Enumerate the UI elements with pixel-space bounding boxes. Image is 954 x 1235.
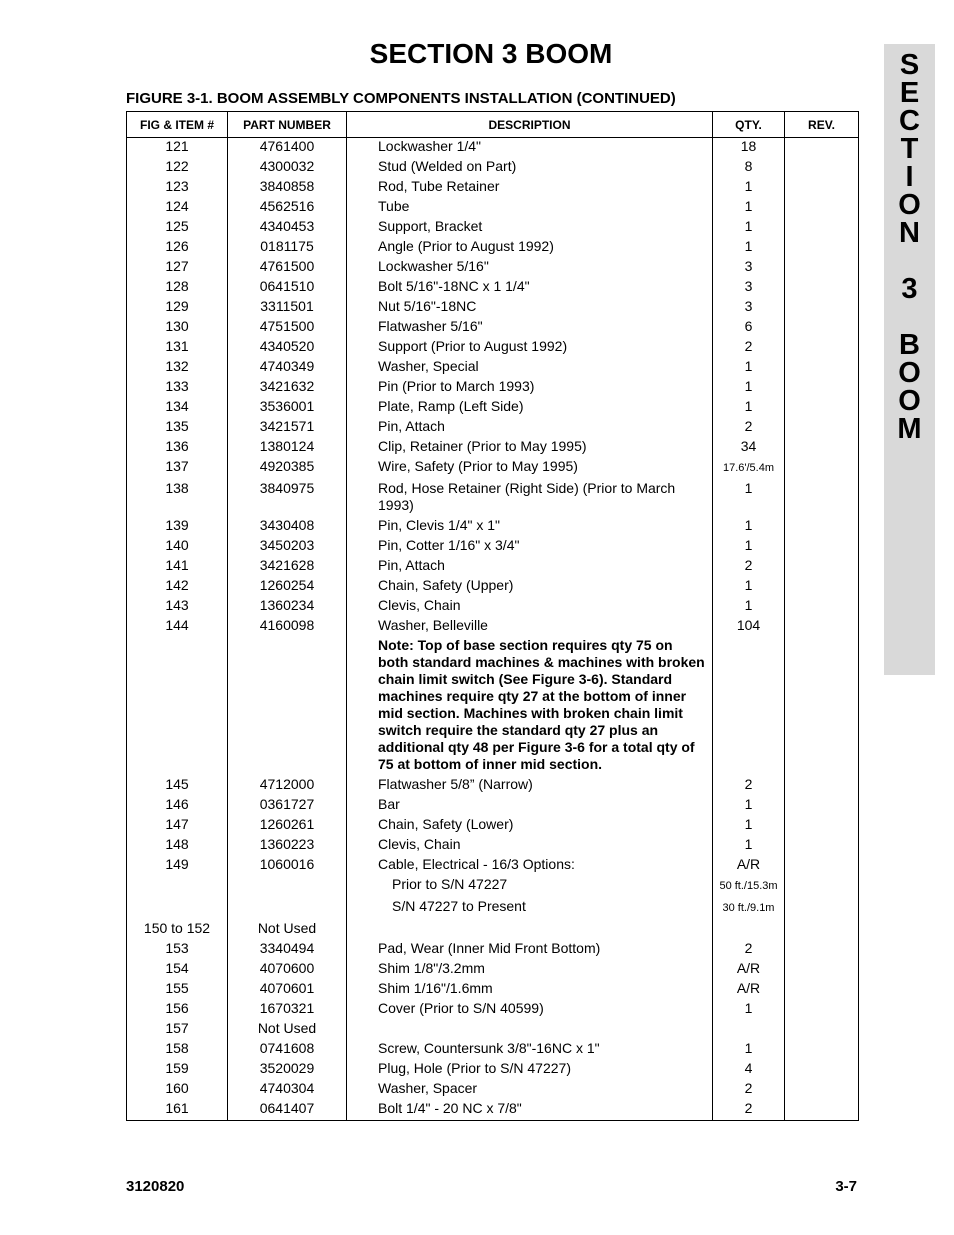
table-row xyxy=(127,775,859,795)
side-tab-letter: N xyxy=(899,217,920,249)
table-row xyxy=(127,959,859,979)
note-text: Note: Top of base section requires qty 75 on both standard machines & machines with broken chain limit switch (See Figure 3-6). Standard machines require qty 27 at the bottom of inner mid section. Machines with broken chain limit switch require the standard qty 27 plus an additional qty 48 per Figure 3-6 for a total qty of 75 at bottom of inner mid section. xyxy=(378,637,705,772)
cell-quantity: 2 xyxy=(744,1080,753,1096)
cell-item-number: 133 xyxy=(127,377,228,397)
cell-description: Pin, Clevis 1/4" x 1" xyxy=(378,517,500,533)
cell-revision xyxy=(785,457,859,479)
cell-part-number: 3840858 xyxy=(228,177,347,197)
page-title: SECTION 3 BOOM xyxy=(369,38,613,69)
cell-part-number: 3536001 xyxy=(228,397,347,417)
cell-revision xyxy=(785,516,859,536)
cell-part-number: 4340520 xyxy=(228,337,347,357)
cell-item-number: 131 xyxy=(127,337,228,357)
cell-revision xyxy=(785,636,859,775)
cell-quantity: 2 xyxy=(744,940,753,956)
cell-description: Bolt 1/4" - 20 NC x 7/8" xyxy=(378,1100,522,1116)
cell-revision xyxy=(785,357,859,377)
cell-quantity: 1 xyxy=(744,577,753,593)
table-row xyxy=(127,1059,859,1079)
cell-description: Chain, Safety (Upper) xyxy=(378,577,514,593)
side-tab-letter: C xyxy=(899,105,920,137)
parts-table xyxy=(126,111,859,1121)
cell-item-number: 154 xyxy=(127,959,228,979)
side-tab-letter: T xyxy=(900,133,919,165)
table-row xyxy=(127,1079,859,1099)
cell-item-number: 141 xyxy=(127,556,228,576)
cell-item-number: 143 xyxy=(127,596,228,616)
cell-item-number: 157 xyxy=(127,1019,228,1039)
table-row xyxy=(127,417,859,437)
cell-quantity: 17.6'/5.4m xyxy=(722,462,775,474)
side-tab-letter: O xyxy=(898,357,921,389)
cell-revision xyxy=(785,919,859,939)
cell-part-number: 3450203 xyxy=(228,536,347,556)
cell-revision xyxy=(785,897,859,919)
table-row xyxy=(127,277,859,297)
cell-revision xyxy=(785,157,859,177)
cell-revision xyxy=(785,479,859,516)
cell-description: Clevis, Chain xyxy=(378,836,461,852)
cell-description: Flatwasher 5/16" xyxy=(378,318,483,334)
cell-description: Angle (Prior to August 1992) xyxy=(378,238,554,254)
cell-item-number: 124 xyxy=(127,197,228,217)
cell-item-number: 127 xyxy=(127,257,228,277)
cell-item-number: 145 xyxy=(127,775,228,795)
cell-description: Support, Bracket xyxy=(378,218,483,234)
cell-quantity: 1 xyxy=(744,796,753,812)
table-row xyxy=(127,999,859,1019)
cell-quantity: 3 xyxy=(744,298,753,314)
cell-item-number: 135 xyxy=(127,417,228,437)
cell-description: Pin, Cotter 1/16" x 3/4" xyxy=(378,537,520,553)
cell-part-number: 4070600 xyxy=(228,959,347,979)
cell-revision xyxy=(785,616,859,636)
cell-revision xyxy=(785,855,859,875)
cell-part-number: 4712000 xyxy=(228,775,347,795)
table-row xyxy=(127,616,859,636)
side-tab-letter: M xyxy=(897,413,922,445)
cell-item-number: 125 xyxy=(127,217,228,237)
column-header-item: FIG & ITEM # xyxy=(127,112,228,138)
cell-revision xyxy=(785,536,859,556)
cell-part-number xyxy=(228,636,347,775)
cell-part-number: 3311501 xyxy=(228,297,347,317)
cell-part-number: 4740349 xyxy=(228,357,347,377)
cell-item-number: 137 xyxy=(127,457,228,479)
side-tab-letter: B xyxy=(899,329,920,361)
cell-revision xyxy=(785,297,859,317)
table-row xyxy=(127,576,859,596)
table-row xyxy=(127,795,859,815)
cell-quantity: 1 xyxy=(744,178,753,194)
cell-quantity: A/R xyxy=(736,856,761,872)
section-side-tab xyxy=(884,44,935,675)
table-row xyxy=(127,237,859,257)
table-row xyxy=(127,516,859,536)
cell-part-number: 4340453 xyxy=(228,217,347,237)
cell-part-number: 4761500 xyxy=(228,257,347,277)
cell-part-number: 0181175 xyxy=(228,237,347,257)
cell-revision xyxy=(785,257,859,277)
cell-quantity: 1 xyxy=(744,238,753,254)
cell-part-number: 1060016 xyxy=(228,855,347,875)
cell-revision xyxy=(785,437,859,457)
table-row xyxy=(127,138,859,157)
cell-description: S/N 47227 to Present xyxy=(392,898,526,914)
cell-description: Tube xyxy=(378,198,410,214)
cell-revision xyxy=(785,999,859,1019)
cell-part-number: 4160098 xyxy=(228,616,347,636)
table-row xyxy=(127,157,859,177)
cell-quantity: A/R xyxy=(736,980,761,996)
table-row xyxy=(127,979,859,999)
cell-item-number: 155 xyxy=(127,979,228,999)
table-row xyxy=(127,437,859,457)
cell-part-number: 3421571 xyxy=(228,417,347,437)
cell-part-number: 0641407 xyxy=(228,1099,347,1121)
cell-quantity: 1 xyxy=(744,816,753,832)
table-row xyxy=(127,457,859,479)
cell-part-number: 3520029 xyxy=(228,1059,347,1079)
cell-description: Washer, Spacer xyxy=(378,1080,478,1096)
cell-description: Screw, Countersunk 3/8"-16NC x 1" xyxy=(378,1040,600,1056)
table-row xyxy=(127,217,859,237)
cell-description: Pad, Wear (Inner Mid Front Bottom) xyxy=(378,940,601,956)
cell-quantity: 2 xyxy=(744,418,753,434)
cell-quantity: 1 xyxy=(744,836,753,852)
cell-part-number: 0361727 xyxy=(228,795,347,815)
cell-quantity: 3 xyxy=(744,278,753,294)
table-row xyxy=(127,257,859,277)
cell-revision xyxy=(785,939,859,959)
cell-item-number: 130 xyxy=(127,317,228,337)
table-row xyxy=(127,317,859,337)
cell-item-number: 161 xyxy=(127,1099,228,1121)
table-row xyxy=(127,939,859,959)
table-row xyxy=(127,177,859,197)
cell-part-number: 4070601 xyxy=(228,979,347,999)
cell-item-number xyxy=(127,875,228,897)
cell-description: Rod, Tube Retainer xyxy=(378,178,500,194)
cell-quantity: 1 xyxy=(744,198,753,214)
cell-quantity: 34 xyxy=(740,438,757,454)
cell-item-number: 159 xyxy=(127,1059,228,1079)
cell-item-number: 147 xyxy=(127,815,228,835)
cell-revision xyxy=(785,138,859,157)
cell-quantity: 1 xyxy=(744,398,753,414)
cell-revision xyxy=(785,875,859,897)
cell-quantity: 1 xyxy=(744,517,753,533)
table-row xyxy=(127,556,859,576)
cell-part-number: 1360223 xyxy=(228,835,347,855)
cell-description: Shim 1/16"/1.6mm xyxy=(378,980,493,996)
cell-quantity: 2 xyxy=(744,557,753,573)
cell-quantity: 18 xyxy=(740,138,757,154)
cell-revision xyxy=(785,835,859,855)
cell-description: Rod, Hose Retainer (Right Side) (Prior to March 1993) xyxy=(378,480,676,513)
cell-item-number: 142 xyxy=(127,576,228,596)
cell-revision xyxy=(785,277,859,297)
cell-part-number: 3430408 xyxy=(228,516,347,536)
cell-part-number: 4920385 xyxy=(228,457,347,479)
cell-revision xyxy=(785,217,859,237)
cell-description: Nut 5/16"-18NC xyxy=(378,298,477,314)
figure-title: FIGURE 3-1. BOOM ASSEMBLY COMPONENTS INSTALLATION (CONTINUED) xyxy=(126,90,676,107)
cell-description: Washer, Special xyxy=(378,358,479,374)
cell-part-number: 4562516 xyxy=(228,197,347,217)
cell-revision xyxy=(785,317,859,337)
cell-description: Clip, Retainer (Prior to May 1995) xyxy=(378,438,587,454)
cell-part-number: 1260261 xyxy=(228,815,347,835)
cell-description: Stud (Welded on Part) xyxy=(378,158,517,174)
table-row xyxy=(127,337,859,357)
cell-description: Pin, Attach xyxy=(378,418,445,434)
side-tab-letter: O xyxy=(898,385,921,417)
cell-quantity: 104 xyxy=(736,617,761,633)
table-row xyxy=(127,1019,859,1039)
cell-item-number: 136 xyxy=(127,437,228,457)
table-row xyxy=(127,397,859,417)
cell-quantity: 1 xyxy=(744,480,753,496)
cell-revision xyxy=(785,337,859,357)
cell-revision xyxy=(785,197,859,217)
table-row xyxy=(127,536,859,556)
table-row xyxy=(127,297,859,317)
cell-revision xyxy=(785,417,859,437)
cell-revision xyxy=(785,1059,859,1079)
cell-item-number: 121 xyxy=(127,138,228,157)
cell-item-number: 139 xyxy=(127,516,228,536)
side-tab-letter: O xyxy=(898,189,921,221)
cell-part-number: 3340494 xyxy=(228,939,347,959)
cell-item-number xyxy=(127,897,228,919)
column-header-rev: REV. xyxy=(785,112,859,138)
cell-revision xyxy=(785,377,859,397)
cell-revision xyxy=(785,795,859,815)
cell-description: Washer, Belleville xyxy=(378,617,488,633)
table-header-row xyxy=(127,112,859,138)
side-tab-letter: 3 xyxy=(901,273,918,305)
cell-description: Pin, Attach xyxy=(378,557,445,573)
table-row xyxy=(127,596,859,616)
cell-revision xyxy=(785,1019,859,1039)
cell-revision xyxy=(785,596,859,616)
cell-description: Bar xyxy=(378,796,400,812)
cell-item-number: 122 xyxy=(127,157,228,177)
table-row xyxy=(127,855,859,875)
cell-item-number: 140 xyxy=(127,536,228,556)
document-number: 3120820 xyxy=(126,1178,185,1195)
cell-part-number: 1360234 xyxy=(228,596,347,616)
cell-quantity: 1 xyxy=(744,537,753,553)
cell-part-number: 3421628 xyxy=(228,556,347,576)
cell-item-number: 158 xyxy=(127,1039,228,1059)
cell-part-number: 4751500 xyxy=(228,317,347,337)
column-header-description: DESCRIPTION xyxy=(347,112,713,138)
cell-quantity: 3 xyxy=(744,258,753,274)
cell-quantity: 2 xyxy=(744,1100,753,1116)
cell-quantity: 2 xyxy=(744,338,753,354)
table-row xyxy=(127,897,859,919)
cell-part-number: 0641510 xyxy=(228,277,347,297)
cell-item-number: 126 xyxy=(127,237,228,257)
cell-item-number: 129 xyxy=(127,297,228,317)
cell-item-number: 132 xyxy=(127,357,228,377)
cell-revision xyxy=(785,177,859,197)
cell-quantity: 1 xyxy=(744,378,753,394)
cell-description: Plug, Hole (Prior to S/N 47227) xyxy=(378,1060,571,1076)
cell-description: Flatwasher 5/8” (Narrow) xyxy=(378,776,533,792)
cell-part-number: 3421632 xyxy=(228,377,347,397)
cell-item-number: 148 xyxy=(127,835,228,855)
cell-description: Pin (Prior to March 1993) xyxy=(378,378,535,394)
cell-quantity: 1 xyxy=(744,358,753,374)
table-row xyxy=(127,835,859,855)
cell-item-number: 138 xyxy=(127,479,228,516)
cell-part-number: Not Used xyxy=(228,1019,347,1039)
cell-part-number: Not Used xyxy=(228,919,347,939)
cell-revision xyxy=(785,979,859,999)
cell-revision xyxy=(785,397,859,417)
cell-description: Support (Prior to August 1992) xyxy=(378,338,568,354)
cell-quantity: 1 xyxy=(744,1000,753,1016)
cell-description: Lockwasher 1/4" xyxy=(378,138,482,154)
cell-description: Chain, Safety (Lower) xyxy=(378,816,514,832)
cell-item-number: 128 xyxy=(127,277,228,297)
cell-item-number: 156 xyxy=(127,999,228,1019)
cell-quantity: 50 ft./15.3m xyxy=(719,880,778,892)
cell-description: Clevis, Chain xyxy=(378,597,461,613)
table-row xyxy=(127,357,859,377)
cell-quantity: 8 xyxy=(744,158,753,174)
cell-revision xyxy=(785,959,859,979)
cell-quantity: 30 ft./9.1m xyxy=(722,902,775,914)
cell-part-number: 3840975 xyxy=(228,479,347,516)
cell-quantity: 2 xyxy=(744,776,753,792)
cell-quantity: 1 xyxy=(744,1040,753,1056)
cell-revision xyxy=(785,775,859,795)
cell-quantity: 6 xyxy=(744,318,753,334)
cell-revision xyxy=(785,1079,859,1099)
cell-quantity: 1 xyxy=(744,218,753,234)
table-row xyxy=(127,197,859,217)
cell-description: Cover (Prior to S/N 40599) xyxy=(378,1000,544,1016)
cell-description: Plate, Ramp (Left Side) xyxy=(378,398,524,414)
cell-description: Wire, Safety (Prior to May 1995) xyxy=(378,458,578,474)
side-tab-letter: I xyxy=(905,161,914,193)
cell-description: Prior to S/N 47227 xyxy=(392,876,508,892)
cell-revision xyxy=(785,1099,859,1121)
cell-quantity: 1 xyxy=(744,597,753,613)
side-tab-letter: E xyxy=(899,77,920,109)
cell-part-number: 4300032 xyxy=(228,157,347,177)
cell-item-number xyxy=(127,636,228,775)
cell-description: Bolt 5/16"-18NC x 1 1/4" xyxy=(378,278,530,294)
side-tab-letter: S xyxy=(899,49,920,81)
table-row xyxy=(127,1099,859,1121)
note-row xyxy=(127,636,859,775)
cell-item-number: 149 xyxy=(127,855,228,875)
page-number: 3-7 xyxy=(835,1178,857,1195)
cell-item-number: 146 xyxy=(127,795,228,815)
cell-item-number: 153 xyxy=(127,939,228,959)
cell-revision xyxy=(785,237,859,257)
table-row xyxy=(127,815,859,835)
cell-item-number: 123 xyxy=(127,177,228,197)
table-row xyxy=(127,875,859,897)
column-header-part-number: PART NUMBER xyxy=(228,112,347,138)
cell-revision xyxy=(785,815,859,835)
cell-part-number xyxy=(228,875,347,897)
cell-description: Cable, Electrical - 16/3 Options: xyxy=(378,856,575,872)
cell-part-number: 1380124 xyxy=(228,437,347,457)
cell-part-number: 1260254 xyxy=(228,576,347,596)
table-row xyxy=(127,1039,859,1059)
cell-revision xyxy=(785,576,859,596)
cell-item-number: 134 xyxy=(127,397,228,417)
cell-revision xyxy=(785,1039,859,1059)
column-header-qty: QTY. xyxy=(713,112,785,138)
cell-item-number: 144 xyxy=(127,616,228,636)
table-row xyxy=(127,377,859,397)
table-row xyxy=(127,919,859,939)
cell-quantity: 4 xyxy=(744,1060,753,1076)
cell-part-number: 4740304 xyxy=(228,1079,347,1099)
table-row xyxy=(127,479,859,516)
cell-item-number: 160 xyxy=(127,1079,228,1099)
cell-quantity: A/R xyxy=(736,960,761,976)
cell-part-number: 1670321 xyxy=(228,999,347,1019)
cell-part-number: 0741608 xyxy=(228,1039,347,1059)
cell-description: Lockwasher 5/16" xyxy=(378,258,489,274)
cell-part-number xyxy=(228,897,347,919)
cell-item-number: 150 to 152 xyxy=(127,919,228,939)
cell-revision xyxy=(785,556,859,576)
cell-part-number: 4761400 xyxy=(228,138,347,157)
cell-description: Shim 1/8"/3.2mm xyxy=(378,960,485,976)
